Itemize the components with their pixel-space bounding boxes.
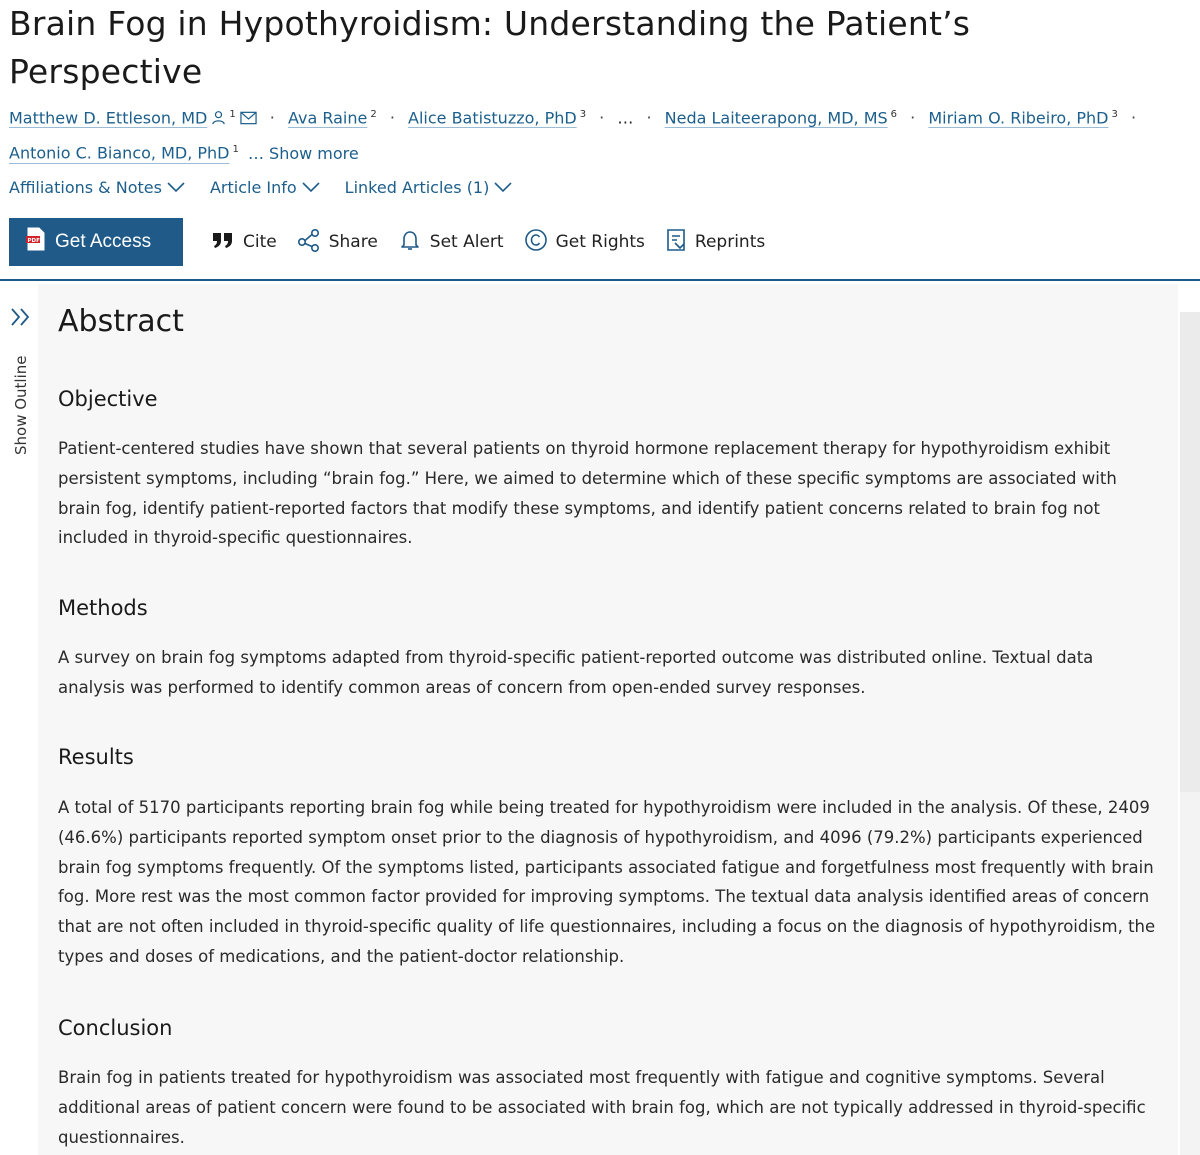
get-access-label: Get Access [55, 231, 152, 252]
author-link[interactable]: Miriam O. Ribeiro, PhD [928, 108, 1109, 128]
share-icon [297, 228, 321, 257]
chevron-down-icon [166, 178, 186, 197]
author-link[interactable]: Alice Batistuzzo, PhD [408, 108, 577, 128]
cite-button[interactable] [211, 230, 277, 255]
affiliations-notes-toggle[interactable] [9, 174, 186, 200]
toolbar-divider [0, 279, 1200, 281]
get-access-button[interactable] [9, 218, 183, 266]
author-separator: · [599, 108, 605, 128]
article-info-toggle[interactable] [210, 174, 321, 200]
article-title: Brain Fog in Hypothyroidism: Understanding the Patient’s Perspective [9, 4, 971, 91]
author-separator: · [1130, 108, 1137, 128]
author-separator: · [910, 108, 916, 128]
abstract-panel [38, 284, 1178, 1155]
set-alert-label: Set Alert [429, 232, 504, 252]
author-link[interactable]: Neda Laiteerapong, MD, MS [664, 108, 888, 128]
linked-articles-label: Linked Articles (1) [344, 177, 490, 197]
affiliation-sup: 3 [1111, 109, 1118, 120]
results-heading: Results [58, 745, 134, 769]
share-label: Share [328, 232, 378, 252]
author-separator: · [646, 108, 652, 128]
author-link[interactable]: Antonio C. Bianco, MD, PhD [9, 143, 230, 163]
chevron-down-icon [301, 178, 321, 197]
affiliation-sup: 6 [890, 109, 898, 120]
abstract-heading: Abstract [58, 304, 184, 339]
chevron-down-icon [493, 178, 513, 197]
affiliation-sup: 1 [229, 109, 236, 120]
affiliation-sup: 1 [232, 144, 239, 156]
author-list [9, 100, 1189, 169]
article-info-label: Article Info [209, 177, 297, 197]
objective-text: Patient-centered studies have shown that several patients on thyroid hormone replacement therapy for hypothyroidism exhibit persistent symptoms, including “brain fog.” Here, we aimed to determine which of these specific symptoms are associated with brain fog, identify patient-reported factors that modify these symptoms, and identify patient concerns related to brain fog not included in thyroid-specific questionnaires. [58, 439, 1117, 548]
authors-ellipsis: … [617, 108, 634, 128]
show-more-authors-link[interactable]: … Show more [247, 143, 359, 163]
scrollbar-thumb[interactable] [1180, 312, 1200, 792]
reprints-button[interactable] [665, 228, 765, 257]
article-toolbar [9, 218, 765, 266]
conclusion-heading: Conclusion [58, 1016, 173, 1040]
conclusion-text: Brain fog in patients treated for hypothyroidism was associated most frequently with fatigue and cognitive symptoms. Several additional areas of patient concern were found to be associated with brain fog, which are not typically addressed in thyroid-specific questionnaires. [58, 1068, 1146, 1147]
reprints-label: Reprints [694, 232, 766, 252]
svg-text:PDF: PDF [27, 237, 40, 244]
results-text: A total of 5170 participants reporting brain fog while being treated for hypothyroidism were included in the analysis. Of these, 2409 (46.6%) participants reported symptom onset prior to the diagnosis of hypothyroidism, and 4096 (79.2%) participants experienced brain fog symptoms frequently. Of the symptoms listed, participants associated fatigue and forgetfulness most frequently with brain fog. More rest was the most common factor provided for improving symptoms. The textual data analysis identified areas of concern that are not often included in thyroid-specific quality of life questionnaires, including a focus on the diagnosis of hypothyroidism, the types and doses of medications, and the patient-doctor relationship. [58, 798, 1156, 966]
reprint-document-icon [665, 228, 687, 257]
get-rights-label: Get Rights [555, 232, 645, 252]
share-button[interactable] [297, 228, 378, 257]
article-meta-links [9, 174, 513, 200]
email-icon[interactable] [240, 105, 257, 135]
person-icon [211, 105, 226, 135]
get-rights-button[interactable] [524, 228, 645, 257]
show-outline-label[interactable]: Show Outline [12, 355, 30, 455]
author-separator: · [389, 108, 395, 128]
methods-text: A survey on brain fog symptoms adapted from thyroid-specific patient-reported outcome was distributed online. Textual data analysis was performed to identify common areas of concern from open-ended survey responses. [58, 648, 1094, 697]
pdf-icon [25, 227, 47, 257]
quote-icon [211, 230, 235, 255]
copyright-icon [524, 228, 548, 257]
author-link[interactable]: Matthew D. Ettleson, MD [9, 108, 208, 128]
affiliations-notes-label: Affiliations & Notes [9, 177, 162, 197]
methods-heading: Methods [58, 596, 148, 620]
affiliation-sup: 2 [370, 109, 377, 120]
set-alert-button[interactable] [398, 228, 504, 257]
objective-heading: Objective [58, 387, 158, 411]
affiliation-sup: 3 [579, 109, 587, 120]
linked-articles-toggle[interactable] [345, 174, 514, 200]
cite-label: Cite [243, 232, 277, 252]
bell-icon [398, 228, 422, 257]
double-chevron-right-icon[interactable] [8, 305, 34, 329]
author-link[interactable]: Ava Raine [287, 108, 368, 128]
author-separator: · [269, 108, 275, 128]
